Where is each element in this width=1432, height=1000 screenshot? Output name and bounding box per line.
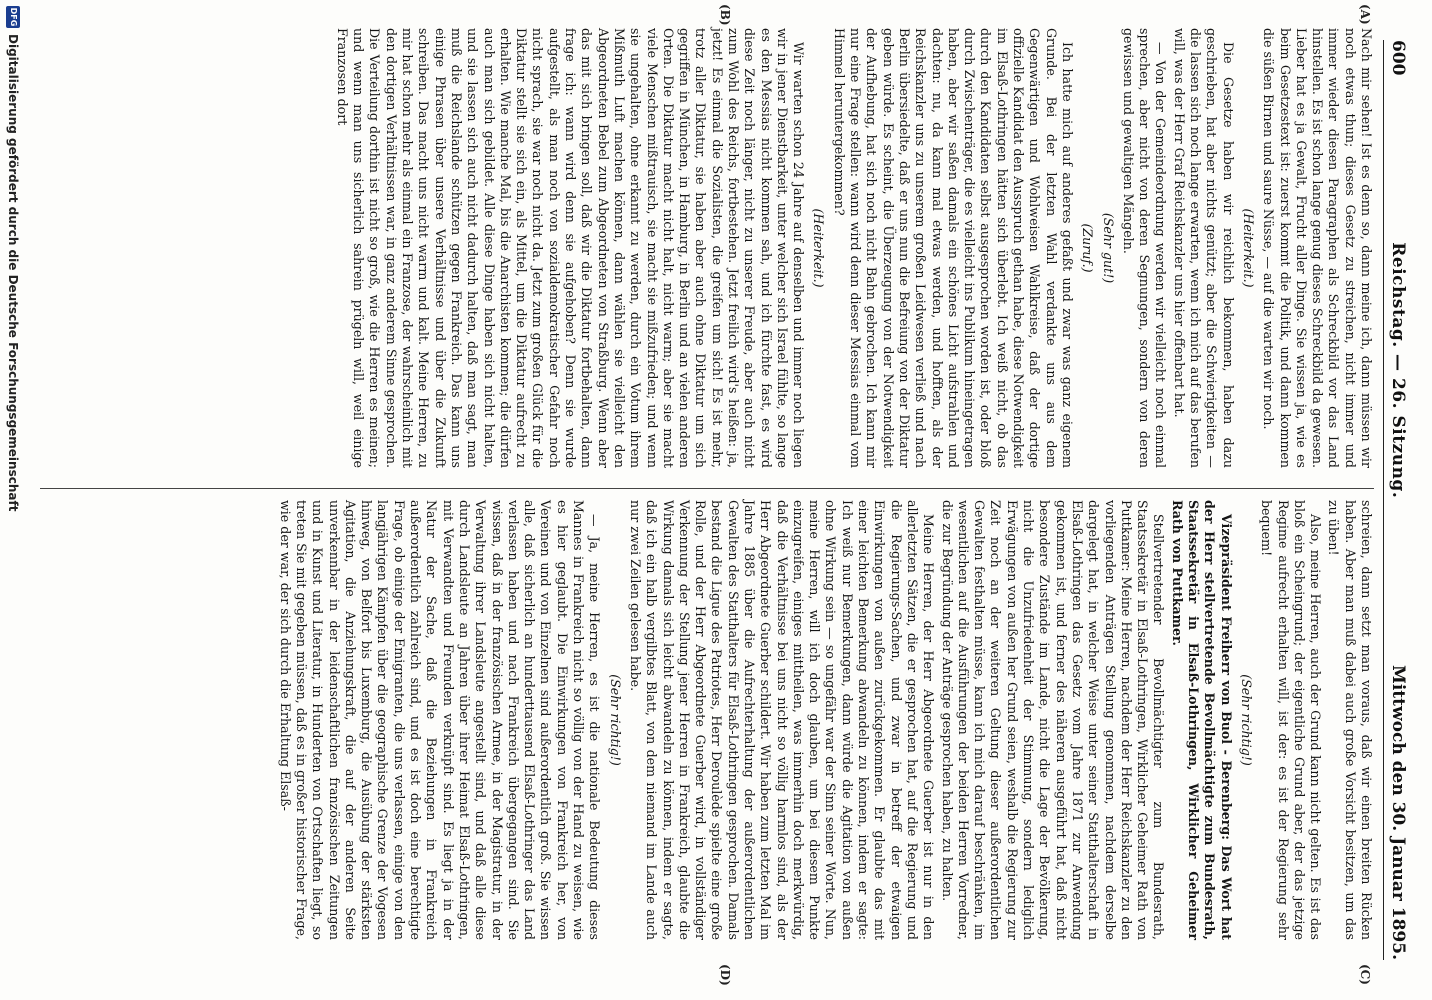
paragraph: Meine Herren, der Herr Abgeordnete Guerber ist nur in den allerletzten Sätzen, die er gesprochen hat, auf die Regierung und die Regierungs-Sachen, und zwar in betreff der etwaigen Einwirkungen von außen zurückgekommen. Er glaubte das mit einer leichten Bemerkung abwandeln zu können, indem er sagte: Ich weiß nur Bemerkungen, dann würde die Agitation von außen ohne Wirkung sein — so ungefähr war der Sinn seiner Worte. Nun, meine Herren, will ich doch glauben, um bei diesem Punkte einzugreifen, einiges mittheilen, was immerhin doch merkwürdig, daß die Verhältnisse bei uns nicht so völlig harmlos sind, als der Herr Abgeordnete Guerber schildert. Wir haben zum letzten Mal im Jahre 1885 über die Aufrechterhaltung der außerordentlichen Gewalten des Statthalters für Elsaß-Lothringen gesprochen. Damals bestand die Ligue des Patriotes, Herr Deroulède spielte eine große Rolle, und der Herr Abgeordnete Guerber wird, in vollständiger Verkennung der Stellung jener Herren in Frankreich, glaubte die Wirkung damals sich leicht abwandeln zu können, indem er sagte, daß ich ein halb vergilbtes Blatt, von dem niemand im Lande auch nur zwei Zeilen gelesen habe. [627,500,937,940]
paragraph: Wir warten schon 24 Jahre auf denselben und immer noch liegen wir in jener Dienstbarkeit, unter welcher sich Israel fühlte, so lange es den Messias nicht kommen sah, und ich fürchte fast, es wird diese Zeit noch länger, nicht zu unserer Freude, aber auch nicht zum Wohl des Reichs, fortbestehen. Jetzt freilich wird's heißen: ja, jetzt! Es einmal die Sozialisten, die greifen um sich! Es ist mehr, trotz aller Diktatur, sie haben aber auch ohne Diktatur um sich gegriffen in München, in Hamburg, in Berlin und an vielen anderen Orten. Die Diktatur macht nicht halt, nicht warm; aber sie macht viele Menschen mißtrauisch, sie macht sie mißzufrieden; und wenn sie ungehalten, ohne erkannt zu werden, durch ein Votum ihrem Mißmuth Luft machen können, dann wählen sie vielleicht den Abgeordneten Bebel zum Abgeordneten von Straßburg. Wenn aber das mit sich bringen soll, daß wir die Diktatur fortbehalten, dann frage ich: wann wird denn sie aufgehoben? Denn sie wurde aufgestellt, als man noch von sozialdemokratischer Gefahr noch nicht sprach, sie war noch nicht da. Jetzt zum großen Glück für die Diktatur stellt sie sich ein, als Mittel, um die Diktatur aufrecht zu erhalten. Wie manche Mal, bis die Anarchisten kommen; die dürfen auch man sich gebildet. Alle diese Dinge haben sich nicht halten, und sie lassen sich auch nicht dadurch halten, daß man sagt, man muß die Reichslande schützen gegen Frankreich. Das kann uns einige Phrasen über unsere Verhältnisse und über die Zukunft schreiben. Das macht uns nicht warm und kalt. Meine Herren, zu mir hat schon mehr als einmal ein Franzose, der wahrscheinlich mit den dortigen Verhältnissen war, in ganz anderem Sinne gesprochen. Die Verteilung dorthin ist nicht so groß, wie die Herren es meinen; und wenn man uns sicherlich sahrein prügeln will, weil einige Franzosen dort [334,28,807,468]
page-title: Reichstag. — 26. Sitzung. [1388,242,1408,499]
page-header [1383,40,1412,960]
interjection: (Heiterkeit.) [1240,208,1256,288]
digitization-credit: Digitalisierung gefördert durch die Deutsche Forschungsgemeinschaft [6,34,20,512]
interjection: (Sehr richtig!) [1238,674,1254,766]
paragraph: — Ja, meine Herren, es ist die nationale Bedeutung dieses Mannes in Frankreich nicht so völlig von der Hand zu weisen, wie es hier geglaubt. Die Einwirkungen von Frankreich her, von Vereinen und von Einzelnen sind außerordentlich groß. Sie wissen alle, daß sicherlich an hunderttausend Elsaß-Lothringer das Land verlassen haben und nach Frankreich übergegangen sind. Sie wissen, daß in der französischen Armee, in der Magistratur, in der Verwaltung ihrer Landsleute angestellt sind, und daß alle diese durch Landsleute an Jahren über ihrer Heimat Elsaß-Lothringen, mit Verwandten und Freunden verknüpft sind. Es liegt ja in der Natur der Sache, daß die Beziehungen in Frankreich außerordentlich zahlreich sind, und es ist doch eine berechtigte Frage, ob einige der Emigranten, die uns verlassen, einige von den langjährigen Kämpfen über die geographische Grenze der Vogesen hinweg, von Belfort bis Luxemburg, die Ausübung der stärksten Agitation, die Anziehungskraft, die auf der anderen Seite unverkennbar in der leidenschaftlichen französischen Zeitungen und in Kunst und Literatur, in Hunderten von Ortschaften liegt, so treten Sie mit gegeben müssen, daß es in großer historischer Frage, wie der war, der sich durch die Erhaltung Elsaß- [277,500,603,940]
paragraph: Ich hatte mich auf anderes gefaßt und zwar was ganz eigenem Grunde. Bei der letzten Wahl verdankte uns aus dem Gegenwärtigen und Wohlweisen Wahlkreise, daß der dortige offizielle Kandidat den Ausspruch gethan habe, diese Notwendigkeit im Elsaß-Lothringen hätten sich überlebt. Ich weiß nicht, ob das durch den Kandidaten selbst ausgesprochen worden ist, oder bloß durch Zwischenträger, die es vielleicht ins Publikum hineingetragen haben, aber wir saßen damals ein schönes Licht aufstrahlen und dachten: nu, da kann mal etwas werden, und hofften, als der Reichskanzler uns zu unserem großen Leidwesen verließ und nach Berlin übersiedelte, daß er uns nun die Befreiung von der Diktatur geben würde. Es scheint, die Überzeugung von der Notwendigkeit der Aufhebung, hat sich noch nicht Bahn gebrochen. Ich kann mir nur eine Frage stellen: wann wird denn dieser Messias einmal vom Himmel heruntergekommen? [831,28,1075,468]
column-divider [40,488,1374,489]
speaker-announcement: Vizepräsident Freiherr von Buol - Berenberg: Das Wort hat der Herr stellvertretende Bevollmächtigte zum Bundesrath, Staatssekretär in Elsaß-Lothringen, Wirklicher Geheimer Rath von Puttkamer. [1169,500,1234,940]
paragraph: Stellvertretender Bevollmächtigter zum Bundesrath, Staatssekretär in Elsaß-Lothringen, Wirklicher Geheimer Rath von Puttkamer: Meine Herren, nachdem der Herr Reichskanzler zu den vorliegenden Anträgen Stellung genommen, nachdem derselbe dargelegt hat, in welcher Weise unter seiner Statthalterschaft in Elsaß-Lothringen das Gesetz vom Jahre 1871 zur Anwendung gekommen ist, und ferner des näheren ausgeführt hat, daß nicht besondere Zustände im Lande, nicht die Lage der Bevölkerung, nicht die Unzufriedenheit der Stimmung, sondern lediglich Erwägungen von außen her Grund seien, weshalb die Regierung zur Zeit noch an der weiteren Geltung dieser außerordentlichen Gewalten festhalten müsse, kann ich mich darauf beschränken, im wesentlichen auf die Ausführungen der beiden Herren Vorredner, die zur Begründung der Anträge gesprochen haben, zu halten. [939,500,1167,940]
paragraph: Die Gesetze haben wir reichlich bekommen, haben dazu geschrieben, hat aber nichts genützt; aber die Schwierigkeiten — die lassen sich noch lange erwarten, wenn ich mich auf das berufen will, was der Herr Graf Reichskanzler uns hier offenbart hat. [1171,28,1236,468]
right-text-column [274,500,1374,940]
interjection: (Heiterkeit.) [811,208,827,288]
interjection: (Sehr richtig!) [607,674,623,766]
digitization-footer [0,0,26,1000]
margin-letter-a: (A) [1358,4,1372,25]
interjection: (Sehr gut!) [1100,212,1116,284]
session-date: Mittwoch den 30. Januar 1895. [1388,665,1408,960]
margin-letter-d: (D) [718,964,732,986]
paragraph: schreien, dann setzt man voraus, daß wir einen breiten Rücken haben. Aber man muß dabei auch große Vorsicht besitzen, um das zu üben! [1326,500,1374,940]
page-number: 600 [1388,40,1408,76]
paragraph: Also, meine Herren, auch der Grund kann nicht gelten. Es ist das bloß ein Scheingrund; der eigentliche Grund aber, der das jetzige Regime aufrecht erhalten will, ist der: es ist der Regierung sehr bequem! [1259,500,1324,940]
interjection: (Zuruf.) [1080,223,1096,273]
paragraph: Nach mir sehen! Ist es denn so, dann meine ich, dann müssen wir noch etwas thun; dieses Gesetz zu streichen, nicht immer und immer wieder diesen Paragraphen als Schreckbild vor das Land hinstellen. Es ist schon lange genug dieses Schreckbild da gewesen. Lieber hat es ja Gewalt, Frucht aller Dinge. Sie wissen ja, wie es beim Gesetzestext ist: zuerst kommt die Politik, und dann kommen die süßen Birnen und saure Nüsse, — auf die warten wir noch. [1261,28,1374,468]
paragraph: — Von der Gemeindeordnung werden wir vielleicht noch einmal sprechen, aber nicht von deren Segnungen, sondern von deren gewissen und gewaltigen Mängeln. [1120,28,1169,468]
left-text-column [332,28,1374,468]
dfg-logo: DFG [6,6,20,28]
margin-letter-c: (C) [1358,964,1372,985]
margin-letter-b: (B) [718,4,732,26]
